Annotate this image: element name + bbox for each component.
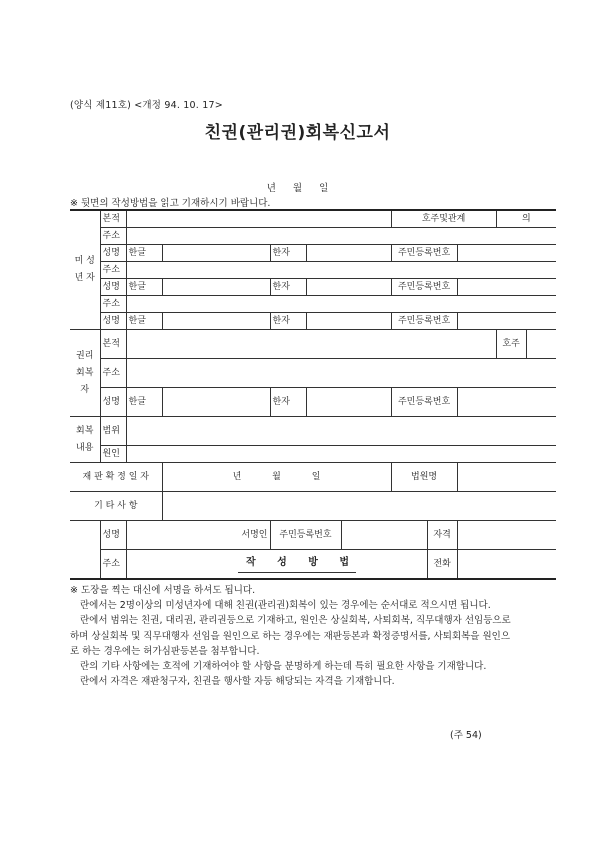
minor2-address-field[interactable] [126,262,556,279]
scope-field[interactable] [126,417,556,446]
recovery-hanja-label: 한자 [270,388,306,417]
minor1-name-label: 성명 [100,245,126,262]
minor1-rrn-field[interactable] [457,245,556,262]
minor2-rrn-label: 주민등록번호 [391,279,457,296]
reporter-rrn-label: 주민등록번호 [270,521,341,550]
instruction-note: ※ 뒷면의 작성방법을 읽고 기재하시기 바랍니다. [70,198,271,209]
minor1-address-field[interactable] [126,228,556,245]
minor3-hangeul-label: 한글 [126,313,162,330]
court-field[interactable] [457,463,556,492]
minor1-hangeul-field[interactable] [162,245,270,262]
heading-underline [238,572,356,573]
minor2-hanja-field[interactable] [306,279,391,296]
recovery-juso-label: 주소 [100,359,126,388]
relation-ui-field[interactable] [496,210,556,228]
date-line: 년 월 일 [266,183,329,194]
recovery-rrn-field[interactable] [457,388,556,417]
minor1-hanja-field[interactable] [306,245,391,262]
recovery-person-label: 권리 회복 자 [70,330,100,417]
ui-text: 의 [521,213,531,224]
minor1-hanja-label: 한자 [270,245,306,262]
instruction-paragraph: 란에서는 2명이상의 미성년자에 대해 친권(관리권)회복이 있는 경우에는 순서대로 적으시면 됩니다. [80,600,491,612]
minor2-hangeul-field[interactable] [162,279,270,296]
minor1-rrn-label: 주민등록번호 [391,245,457,262]
instruction-paragraph: 란에서 자격은 재판청구자, 친권을 행사할 자등 해당되는 자격을 기재합니다. [80,676,395,688]
cause-label: 원인 [100,446,126,463]
qualification-field[interactable] [457,521,556,550]
judgment-date-field[interactable] [162,463,391,492]
recovery-content-label: 회복 내용 [70,417,100,463]
reporter-name-label: 성명 [100,521,126,550]
recovery-hoju-label: 호주 [496,330,526,359]
minor2-juso-label: 주소 [100,262,126,279]
report-form-table [70,209,556,580]
minor-section-label: 미 성 년 자 [70,210,100,330]
qualification-label: 자격 [427,521,457,550]
minor1-juso-label: 주소 [100,228,126,245]
court-label: 법원명 [391,463,457,492]
other-field[interactable] [162,492,556,521]
recovery-address-field[interactable] [126,359,556,388]
minor3-hanja-label: 한자 [270,313,306,330]
minor3-rrn-field[interactable] [457,313,556,330]
document-title: 친권(관리권)회복신고서 [204,123,391,143]
recovery-bonjeok-label: 본적 [100,330,126,359]
instruction-paragraph: 란의 기타 사항에는 호적에 기재하여야 할 사항을 분명하게 하는데 특히 필요한 사항을 기재합니다. [80,661,487,673]
recovery-hanja-field[interactable] [306,388,391,417]
recovery-bonjeok-field[interactable] [126,330,496,359]
instructions-body [70,583,516,689]
minor3-juso-label: 주소 [100,296,126,313]
other-label: 기 타 사 항 [70,492,162,521]
cause-field[interactable] [126,446,556,463]
instructions-heading: 작 성 방 법 [245,557,350,568]
instruction-paragraph: ※ 도장을 찍는 대신에 서명을 하셔도 됩니다. [70,585,256,596]
minor2-rrn-field[interactable] [457,279,556,296]
minor3-name-label: 성명 [100,313,126,330]
minor3-address-field[interactable] [126,296,556,313]
recovery-hangeul-label: 한글 [126,388,162,417]
recovery-hangeul-field[interactable] [162,388,270,417]
recovery-hoju-field[interactable] [526,330,556,359]
phone-label: 전화 [427,550,457,580]
reporter-section-blank [70,521,100,580]
minor2-name-label: 성명 [100,279,126,296]
minor-bonjeok-label: 본적 [100,210,126,228]
judgment-date-label: 재 판 확 정 일 자 [70,463,162,492]
minor3-rrn-label: 주민등록번호 [391,313,457,330]
page-footnote: (주 54) [450,730,482,741]
hoju-relation-label: 호주및관계 [391,210,496,228]
minor3-hanja-field[interactable] [306,313,391,330]
reporter-signature-field[interactable] [126,521,270,550]
signature-text: 서명인 [241,529,268,540]
instruction-paragraph: 란에서 범위는 친권, 대리권, 관리권등으로 기재하고, 원인은 상실회복, 사퇴회복, 직무대행자 선임등으로 하며 상실회복 및 직무대행자 선임을 원인으로 하는 경우에는 재판등본과 확정증명서를, 사퇴회복을 원인으로 하는 경우에는 허가심판등본을 첨부합니다. [70,615,511,657]
form-number: (양식 제11호) <개정 94. 10. 17> [70,100,223,111]
reporter-rrn-field[interactable] [341,521,427,550]
ymd-text: 년 월 일 [232,471,321,482]
minor3-hangeul-field[interactable] [162,313,270,330]
reporter-juso-label: 주소 [100,550,126,580]
minor2-hanja-label: 한자 [270,279,306,296]
minor2-hangeul-label: 한글 [126,279,162,296]
minor1-hangeul-label: 한글 [126,245,162,262]
recovery-name-label: 성명 [100,388,126,417]
recovery-rrn-label: 주민등록번호 [391,388,457,417]
minor-bonjeok-field[interactable] [126,210,391,228]
scope-label: 범위 [100,417,126,446]
